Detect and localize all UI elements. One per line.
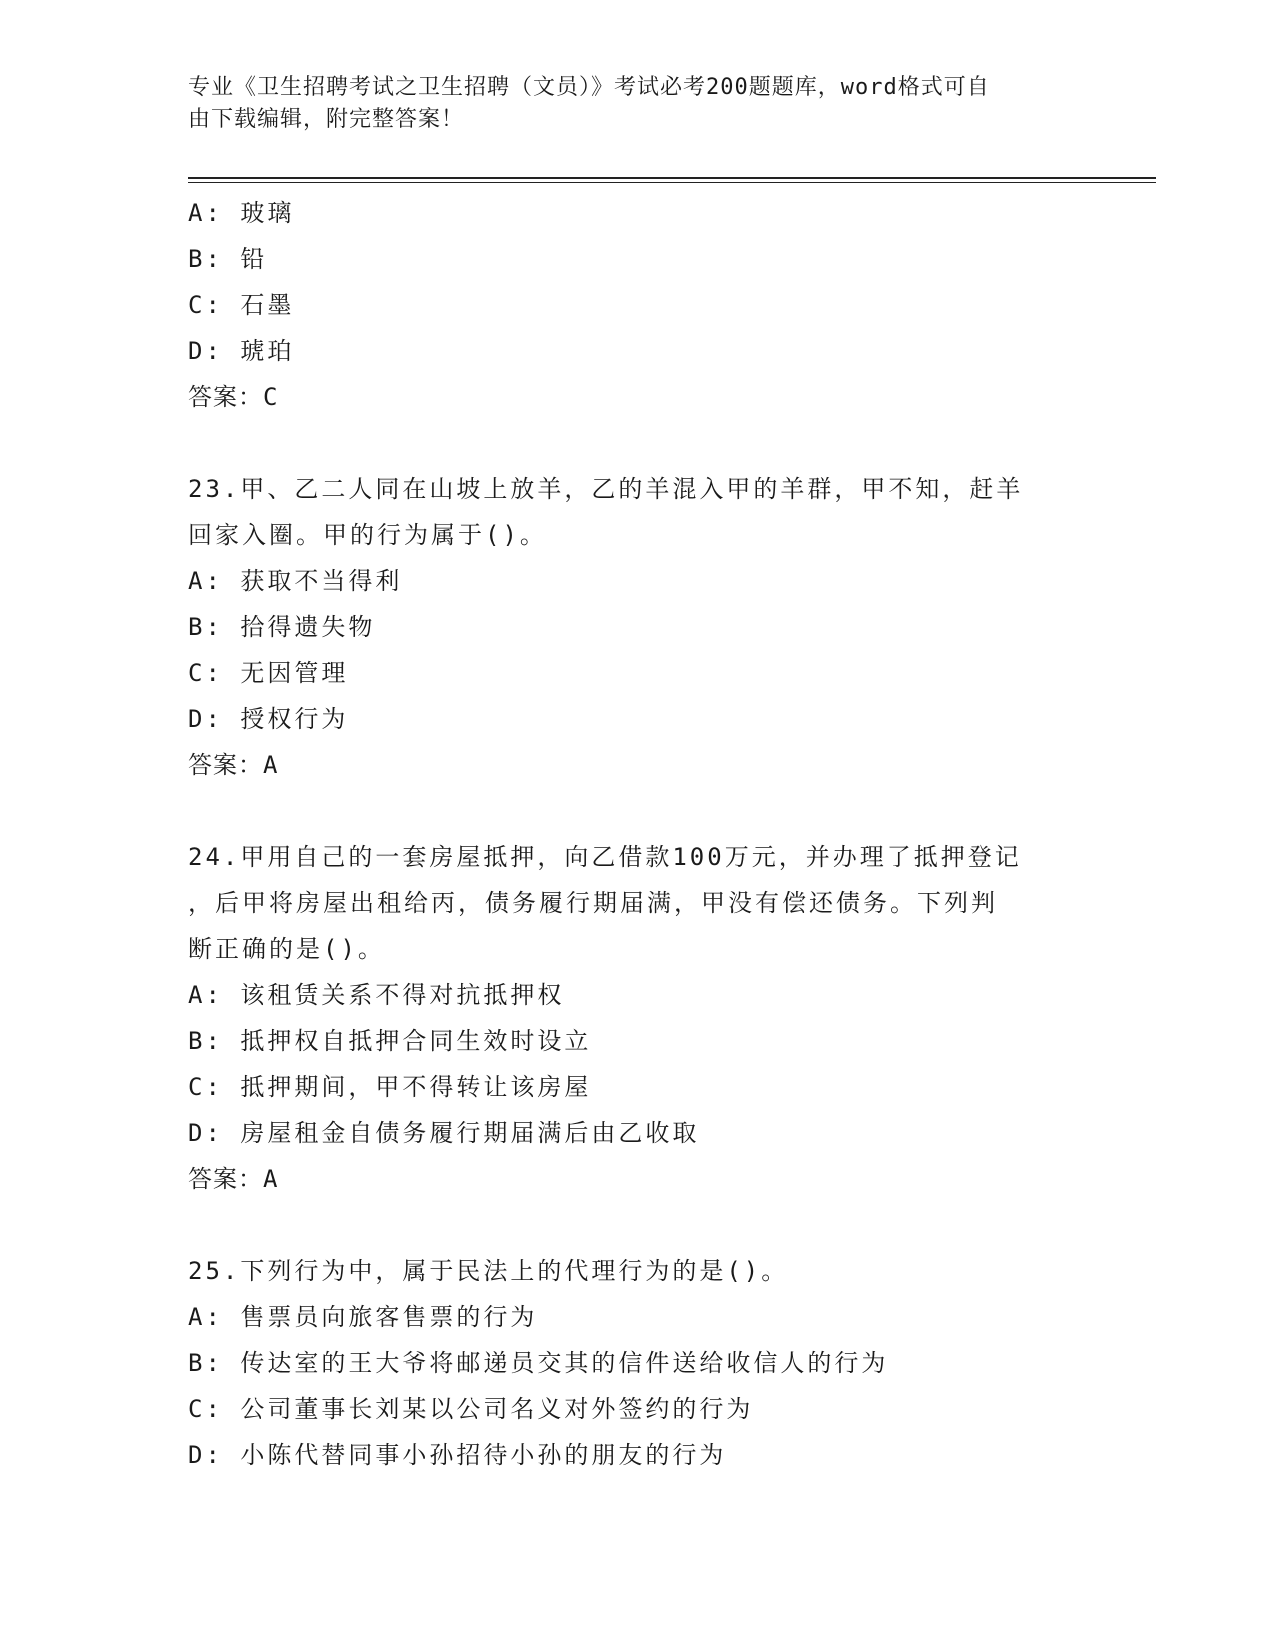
question-stem-line: 25.下列行为中，属于民法上的代理行为的是()。: [188, 1257, 789, 1285]
option-d: D: 琥珀: [188, 337, 295, 365]
option-a: A: 售票员向旅客售票的行为: [188, 1303, 538, 1331]
answer: 答案：C: [188, 383, 279, 411]
option-c: C: 无因管理: [188, 659, 349, 687]
option-d: D: 房屋租金自债务履行期届满后由乙收取: [188, 1119, 700, 1147]
question-25: [188, 1248, 1088, 1478]
question-stem-line: ，后甲将房屋出租给丙，债务履行期届满，甲没有偿还债务。下列判: [188, 889, 998, 917]
option-a: A: 该租赁关系不得对抗抵押权: [188, 981, 565, 1009]
question-24: [188, 834, 1088, 1202]
header-divider-thick: [188, 177, 1156, 179]
header-line-2: 由下载编辑，附完整答案！: [188, 107, 465, 132]
question-list: [188, 190, 1088, 1478]
option-b: B: 铅: [188, 245, 268, 273]
question-stem-line: 24.甲用自己的一套房屋抵押，向乙借款100万元，并办理了抵押登记: [188, 843, 1022, 871]
document-header: [188, 72, 1068, 136]
question-stem-line: 断正确的是()。: [188, 935, 385, 963]
option-b: B: 传达室的王大爷将邮递员交其的信件送给收信人的行为: [188, 1349, 889, 1377]
option-b: B: 拾得遗失物: [188, 613, 376, 641]
question-stem-line: 23.甲、乙二人同在山坡上放羊，乙的羊混入甲的羊群，甲不知，赶羊: [188, 475, 1024, 503]
question-22: [188, 190, 1088, 420]
question-stem-line: 回家入圈。甲的行为属于()。: [188, 521, 547, 549]
answer: 答案：A: [188, 751, 279, 779]
option-c: C: 公司董事长刘某以公司名义对外签约的行为: [188, 1395, 754, 1423]
answer: 答案：A: [188, 1165, 279, 1193]
option-d: D: 小陈代替同事小孙招待小孙的朋友的行为: [188, 1441, 727, 1469]
option-d: D: 授权行为: [188, 705, 349, 733]
option-b: B: 抵押权自抵押合同生效时设立: [188, 1027, 592, 1055]
option-c: C: 抵押期间，甲不得转让该房屋: [188, 1073, 592, 1101]
option-c: C: 石墨: [188, 291, 295, 319]
question-23: [188, 466, 1088, 788]
option-a: A: 获取不当得利: [188, 567, 403, 595]
header-divider-thin: [188, 182, 1156, 183]
option-a: A: 玻璃: [188, 199, 295, 227]
header-line-1: 专业《卫生招聘考试之卫生招聘（文员）》考试必考200题题库，word格式可自: [188, 75, 990, 100]
